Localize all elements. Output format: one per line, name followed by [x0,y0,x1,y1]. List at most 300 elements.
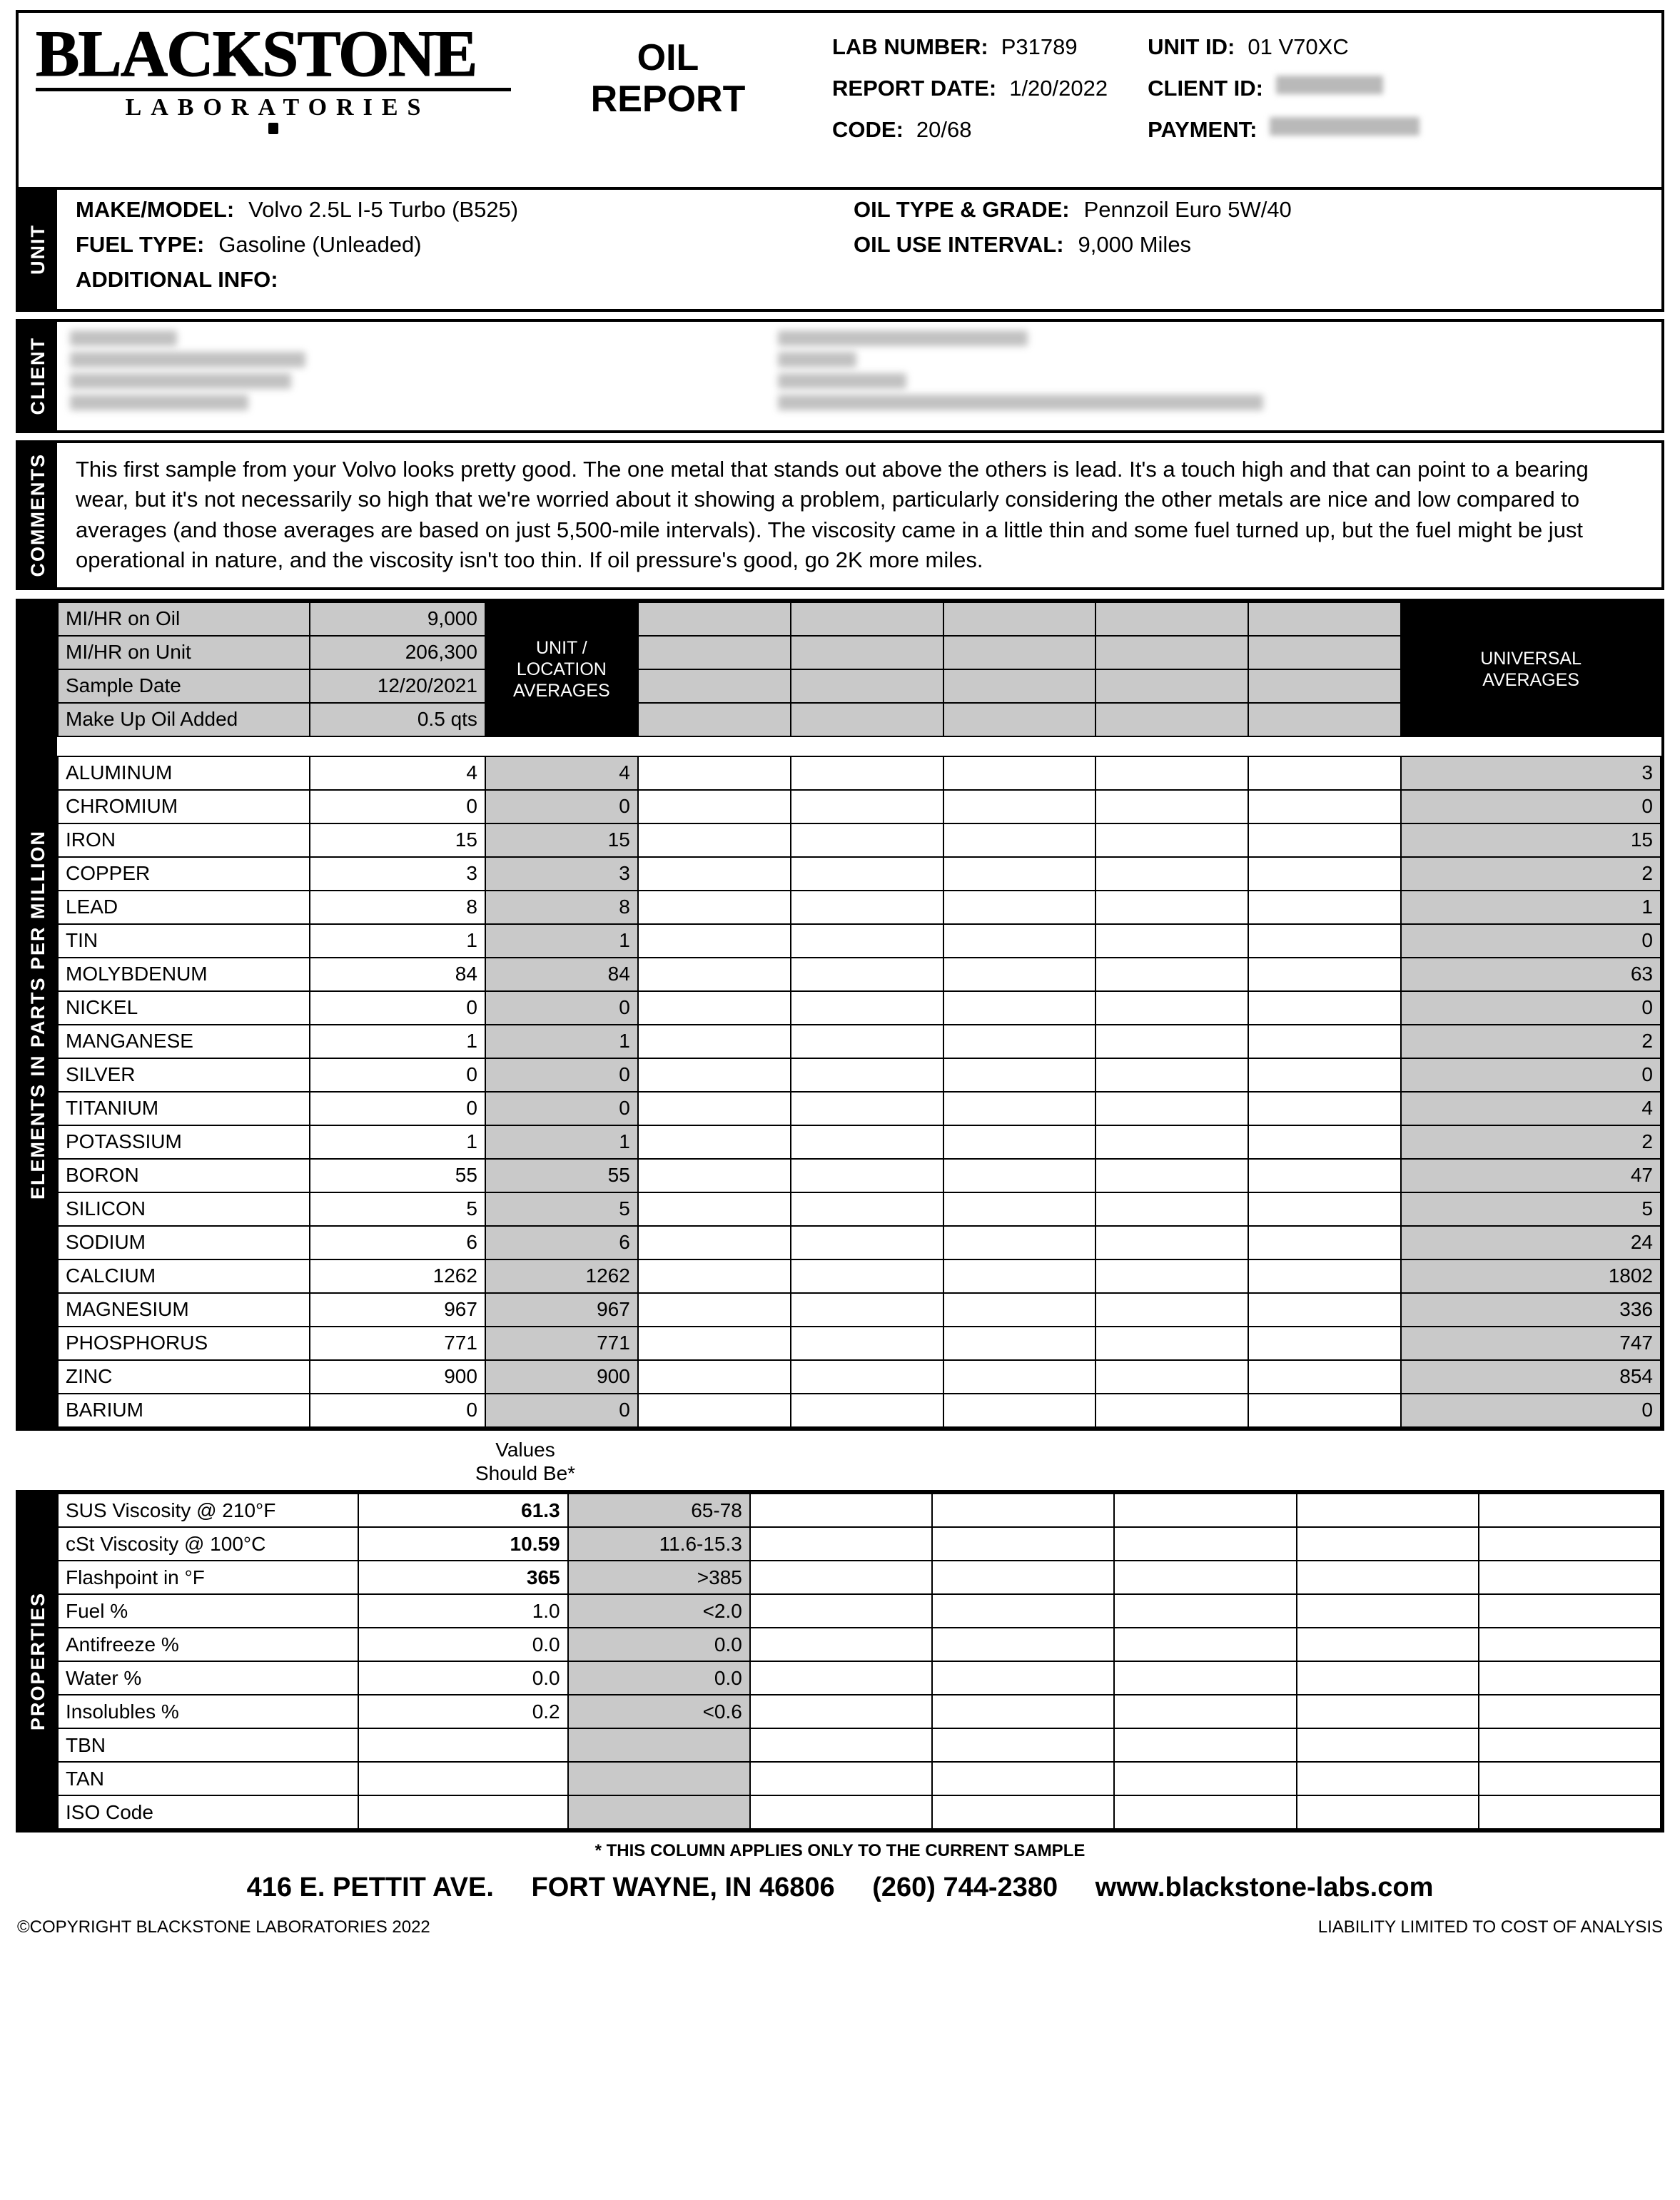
empty-cell [638,924,791,958]
empty-header-cell [638,602,791,636]
element-universal-cell: 63 [1401,958,1661,991]
table-row [58,891,1661,924]
empty-cell [1095,1025,1248,1058]
empty-cell [791,958,943,991]
universal-averages-header [1401,602,1661,736]
empty-header-cell [1248,602,1401,636]
element-sample-cell: 1 [310,1125,485,1159]
property-should-be-cell: 11.6-15.3 [568,1527,750,1561]
property-name-cell: Fuel % [58,1594,358,1628]
empty-cell [932,1728,1114,1762]
client-section-body [57,322,1661,430]
elements-rows [58,756,1661,1427]
empty-cell [1114,1628,1296,1661]
empty-header-cell [638,703,791,736]
code-label: CODE: [832,117,904,142]
empty-cell [638,823,791,857]
empty-cell [1479,1795,1661,1829]
report-date-label: REPORT DATE: [832,76,997,101]
empty-cell [791,1394,943,1427]
empty-cell [1248,924,1401,958]
comments-section-body [57,443,1661,587]
empty-cell [1095,1125,1248,1159]
oil-interval-value: 9,000 Miles [1078,232,1192,257]
element-sample-cell: 900 [310,1360,485,1394]
payment-redacted [1270,117,1420,136]
element-avg-cell: 0 [485,1092,638,1125]
empty-cell [750,1762,932,1795]
empty-cell [1095,857,1248,891]
element-avg-cell: 1 [485,1025,638,1058]
report-meta-right [1148,34,1420,158]
empty-cell [791,790,943,823]
element-sample-cell: 55 [310,1159,485,1192]
property-should-be-cell [568,1795,750,1829]
property-sample-cell [358,1728,568,1762]
property-sample-cell: 61.3 [358,1494,568,1527]
table-row [58,1360,1661,1394]
liability-text: LIABILITY LIMITED TO COST OF ANALYSIS [1317,1917,1663,1937]
element-sample-cell: 0 [310,1092,485,1125]
empty-cell [791,991,943,1025]
empty-cell [750,1695,932,1728]
sample-date-value: 12/20/2021 [310,669,485,703]
elements-tab-label: ELEMENTS IN PARTS PER MILLION [26,829,49,1200]
empty-cell [1095,1327,1248,1360]
element-avg-cell: 0 [485,790,638,823]
empty-cell [791,924,943,958]
empty-header-cell [638,636,791,669]
elements-top-info [58,602,1661,756]
empty-cell [1297,1795,1479,1829]
empty-cell [638,1226,791,1259]
properties-tab-label: PROPERTIES [26,1592,49,1731]
address-city: FORT WAYNE, IN 46806 [531,1872,835,1903]
empty-header-cell [943,669,1096,703]
element-name-cell: ZINC [58,1360,310,1394]
empty-cell [638,857,791,891]
client-redacted-line [70,330,177,346]
mi-hr-unit-value: 206,300 [310,636,485,669]
empty-cell [791,1159,943,1192]
empty-cell [750,1728,932,1762]
element-sample-cell: 15 [310,823,485,857]
property-sample-cell: 0.0 [358,1628,568,1661]
table-row [58,958,1661,991]
empty-cell [1248,1226,1401,1259]
empty-cell [932,1561,1114,1594]
payment-label: PAYMENT: [1148,117,1258,142]
empty-cell [943,1360,1096,1394]
empty-cell [638,958,791,991]
empty-cell [638,1159,791,1192]
empty-cell [638,1025,791,1058]
element-avg-cell: 8 [485,891,638,924]
empty-cell [1114,1728,1296,1762]
empty-cell [943,1327,1096,1360]
empty-cell [638,1092,791,1125]
empty-header-cell [943,636,1096,669]
empty-cell [943,1125,1096,1159]
empty-cell [943,1025,1096,1058]
element-name-cell: TIN [58,924,310,958]
element-name-cell: COPPER [58,857,310,891]
legal-footer [16,1917,1664,1937]
table-row [58,823,1661,857]
fuel-type-label: FUEL TYPE: [76,232,205,257]
element-universal-cell: 747 [1401,1327,1661,1360]
element-sample-cell: 0 [310,1058,485,1092]
client-id-redacted [1276,76,1383,94]
element-name-cell: BORON [58,1159,310,1192]
property-should-be-cell: 0.0 [568,1661,750,1695]
comments-text: This first sample from your Volvo looks pretty good. The one metal that stands out above the others is lead. It's a touch high and that can point to a bearing wear, but it's not necessarily so high that we're worried about it showing a problem, particularly considering the other metals are nice and low compared to averages (and those averages are based on just 5,500-mile intervals). The viscosity came in a little thin and some fuel turned up, but the fuel might be just operational in nature, and the viscosity isn't too thin. If oil pressure's good, go 2K more miles. [76,457,1589,573]
element-avg-cell: 6 [485,1226,638,1259]
makeup-oil-value: 0.5 qts [310,703,485,736]
unit-location-averages-header [485,602,638,736]
unit-section-tab [19,190,57,309]
empty-cell [750,1661,932,1695]
element-name-cell: SILICON [58,1192,310,1226]
empty-cell [791,1360,943,1394]
empty-cell [1248,756,1401,790]
element-avg-cell: 55 [485,1159,638,1192]
empty-cell [1114,1561,1296,1594]
element-sample-cell: 3 [310,857,485,891]
element-avg-cell: 1 [485,924,638,958]
property-should-be-cell: 0.0 [568,1628,750,1661]
website-link[interactable]: www.blackstone-labs.com [1095,1872,1434,1903]
code-value: 20/68 [916,117,972,142]
property-should-be-cell: >385 [568,1561,750,1594]
client-id-row [1148,76,1420,101]
client-id-label: CLIENT ID: [1148,76,1263,101]
empty-cell [750,1594,932,1628]
element-sample-cell: 0 [310,1394,485,1427]
element-sample-cell: 6 [310,1226,485,1259]
empty-cell [943,1293,1096,1327]
empty-cell [638,1327,791,1360]
empty-cell [1248,1293,1401,1327]
element-sample-cell: 771 [310,1327,485,1360]
client-section [16,319,1664,433]
empty-cell [943,756,1096,790]
property-sample-cell: 365 [358,1561,568,1594]
client-redacted-line [70,373,291,389]
table-row [58,1762,1661,1795]
empty-cell [1114,1527,1296,1561]
oil-interval-row [854,232,1661,258]
element-universal-cell: 1 [1401,891,1661,924]
fuel-type-row [76,232,854,258]
empty-cell [1248,1025,1401,1058]
element-universal-cell: 0 [1401,790,1661,823]
property-name-cell: Insolubles % [58,1695,358,1728]
empty-cell [943,958,1096,991]
values-should-be-line2: Should Be* [475,1462,576,1485]
table-row [58,790,1661,823]
code-row [832,117,1108,143]
element-universal-cell: 15 [1401,823,1661,857]
oil-interval-label: OIL USE INTERVAL: [854,232,1064,257]
client-redacted-line [778,330,1028,346]
empty-cell [791,1192,943,1226]
empty-cell [1248,1159,1401,1192]
unit-avg-header-line1: UNIT / [535,637,587,658]
company-address [16,1872,1664,1903]
element-name-cell: POTASSIUM [58,1125,310,1159]
empty-cell [943,891,1096,924]
property-should-be-cell [568,1762,750,1795]
table-row [58,1561,1661,1594]
empty-cell [1248,790,1401,823]
empty-header-cell [638,669,791,703]
elements-table [57,602,1661,1428]
element-universal-cell: 336 [1401,1293,1661,1327]
copyright-text: ©COPYRIGHT BLACKSTONE LABORATORIES 2022 [17,1917,430,1937]
empty-cell [791,1327,943,1360]
empty-cell [1114,1762,1296,1795]
empty-cell [1095,991,1248,1025]
mi-hr-unit-label: MI/HR on Unit [58,636,310,669]
empty-cell [932,1628,1114,1661]
empty-cell [1095,1159,1248,1192]
address-street: 416 E. PETTIT AVE. [246,1872,494,1903]
element-universal-cell: 2 [1401,1125,1661,1159]
empty-cell [943,991,1096,1025]
empty-cell [932,1762,1114,1795]
report-header [16,10,1664,187]
element-avg-cell: 0 [485,991,638,1025]
lab-number-label: LAB NUMBER: [832,34,988,59]
element-avg-cell: 0 [485,1394,638,1427]
empty-cell [943,1226,1096,1259]
empty-cell [943,1192,1096,1226]
empty-header-cell [943,703,1096,736]
property-sample-cell: 1.0 [358,1594,568,1628]
element-avg-cell: 900 [485,1360,638,1394]
empty-header-cell [1248,703,1401,736]
unit-tab-label: UNIT [26,224,49,275]
table-row [58,1527,1661,1561]
empty-cell [1297,1494,1479,1527]
element-sample-cell: 8 [310,891,485,924]
property-should-be-cell: <2.0 [568,1594,750,1628]
blackstone-logo [19,13,518,141]
empty-cell [943,1259,1096,1293]
element-sample-cell: 4 [310,756,485,790]
empty-cell [638,1259,791,1293]
empty-cell [1248,1394,1401,1427]
empty-cell [943,823,1096,857]
element-name-cell: BARIUM [58,1394,310,1427]
property-name-cell: Antifreeze % [58,1628,358,1661]
empty-cell [1095,891,1248,924]
mi-hr-oil-label: MI/HR on Oil [58,602,310,636]
empty-header-cell [1095,636,1248,669]
property-sample-cell: 0.0 [358,1661,568,1695]
empty-cell [943,790,1096,823]
property-sample-cell [358,1795,568,1829]
table-row [58,857,1661,891]
unit-section [16,187,1664,312]
comments-tab-label: COMMENTS [26,453,49,577]
element-sample-cell: 1 [310,1025,485,1058]
values-should-be-caption [16,1438,1664,1486]
empty-cell [1248,991,1401,1025]
property-name-cell: Flashpoint in °F [58,1561,358,1594]
element-name-cell: ALUMINUM [58,756,310,790]
property-name-cell: TAN [58,1762,358,1795]
empty-cell [1479,1661,1661,1695]
empty-cell [1479,1561,1661,1594]
empty-cell [638,1125,791,1159]
element-avg-cell: 1262 [485,1259,638,1293]
comments-section [16,440,1664,590]
empty-cell [1248,1327,1401,1360]
table-row [58,602,1661,636]
unit-avg-header-line3: AVERAGES [513,680,610,701]
element-universal-cell: 0 [1401,924,1661,958]
empty-cell [1297,1762,1479,1795]
empty-cell [638,991,791,1025]
element-avg-cell: 771 [485,1327,638,1360]
lab-number-row [832,34,1108,60]
properties-table [57,1493,1661,1830]
element-universal-cell: 2 [1401,857,1661,891]
element-avg-cell: 5 [485,1192,638,1226]
element-name-cell: CHROMIUM [58,790,310,823]
additional-info-row [76,267,854,293]
property-name-cell: SUS Viscosity @ 210°F [58,1494,358,1527]
empty-cell [932,1494,1114,1527]
client-tab-label: CLIENT [26,337,49,415]
empty-cell [638,1394,791,1427]
table-row [58,1293,1661,1327]
make-model-row [76,197,854,223]
table-row [58,1327,1661,1360]
properties-section-tab [19,1493,57,1830]
empty-cell [1095,1259,1248,1293]
element-name-cell: LEAD [58,891,310,924]
element-avg-cell: 3 [485,857,638,891]
table-row [58,924,1661,958]
sample-date-label: Sample Date [58,669,310,703]
empty-cell [638,1192,791,1226]
unit-avg-header-line2: LOCATION [516,659,607,679]
empty-cell [791,1092,943,1125]
empty-cell [932,1795,1114,1829]
client-redacted-line [70,352,305,367]
lab-number-value: P31789 [1001,34,1078,59]
empty-cell [1248,1092,1401,1125]
empty-header-cell [791,602,943,636]
empty-cell [1479,1728,1661,1762]
empty-cell [1114,1661,1296,1695]
empty-cell [1248,823,1401,857]
element-universal-cell: 1802 [1401,1259,1661,1293]
report-meta [818,13,1661,158]
empty-cell [943,1159,1096,1192]
element-name-cell: CALCIUM [58,1259,310,1293]
empty-cell [750,1527,932,1561]
empty-cell [1297,1527,1479,1561]
logo-mark-icon [268,123,278,134]
empty-header-cell [943,602,1096,636]
mi-hr-oil-value: 9,000 [310,602,485,636]
property-sample-cell: 10.59 [358,1527,568,1561]
empty-header-cell [791,636,943,669]
property-name-cell: Water % [58,1661,358,1695]
property-sample-cell: 0.2 [358,1695,568,1728]
property-sample-cell [358,1762,568,1795]
empty-cell [791,857,943,891]
element-avg-cell: 15 [485,823,638,857]
empty-cell [932,1527,1114,1561]
empty-cell [750,1795,932,1829]
empty-cell [638,756,791,790]
logo-subtitle: LABORATORIES [125,94,430,121]
element-universal-cell: 854 [1401,1360,1661,1394]
table-row [58,1661,1661,1695]
table-row [58,1159,1661,1192]
empty-cell [1248,891,1401,924]
element-avg-cell: 1 [485,1125,638,1159]
element-sample-cell: 967 [310,1293,485,1327]
property-should-be-cell: <0.6 [568,1695,750,1728]
property-should-be-cell [568,1728,750,1762]
properties-section [16,1490,1664,1833]
empty-cell [1248,1259,1401,1293]
element-universal-cell: 4 [1401,1092,1661,1125]
empty-cell [1248,958,1401,991]
empty-header-cell [1095,602,1248,636]
empty-cell [1479,1695,1661,1728]
make-model-value: Volvo 2.5L I-5 Turbo (B525) [248,197,519,222]
element-sample-cell: 0 [310,790,485,823]
empty-cell [638,891,791,924]
unit-id-value: 01 V70XC [1248,34,1349,59]
empty-cell [932,1594,1114,1628]
table-row [58,1728,1661,1762]
comments-section-tab [19,443,57,587]
element-sample-cell: 1262 [310,1259,485,1293]
property-name-cell: TBN [58,1728,358,1762]
element-name-cell: IRON [58,823,310,857]
element-name-cell: SODIUM [58,1226,310,1259]
empty-header-cell [1248,669,1401,703]
table-row [58,1494,1661,1527]
column-footnote: * THIS COLUMN APPLIES ONLY TO THE CURRENT SAMPLE [594,1841,1086,1861]
page-title [518,13,818,120]
universal-header-line2: AVERAGES [1482,669,1579,690]
table-row [58,1092,1661,1125]
empty-cell [791,891,943,924]
table-spacer-row [58,736,1661,756]
empty-cell [1095,924,1248,958]
table-row [58,1394,1661,1427]
empty-cell [1095,1092,1248,1125]
table-row [58,756,1661,790]
empty-header-cell [1095,669,1248,703]
empty-cell [1095,1360,1248,1394]
table-row [58,1125,1661,1159]
phone-number[interactable]: (260) 744-2380 [872,1872,1058,1903]
empty-cell [943,1058,1096,1092]
element-universal-cell: 5 [1401,1192,1661,1226]
empty-header-cell [791,703,943,736]
element-name-cell: MOLYBDENUM [58,958,310,991]
